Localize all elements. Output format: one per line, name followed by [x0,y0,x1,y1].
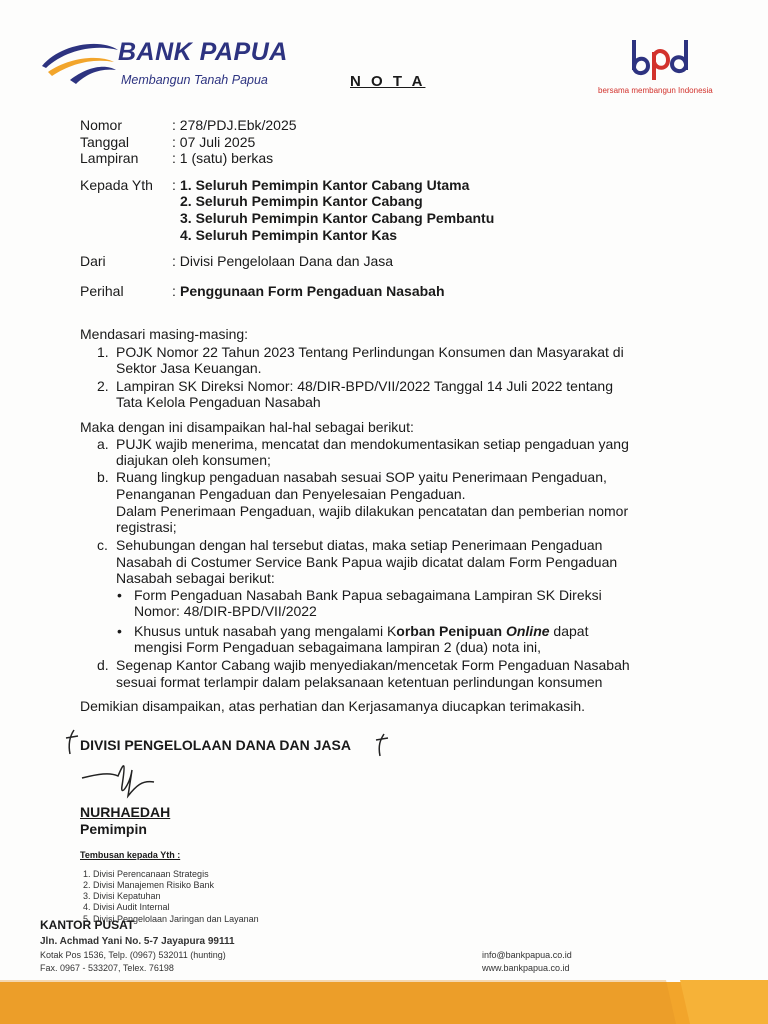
intro2-text: Maka dengan ini disampaikan hal-hal sebagai berikut: [80,419,414,435]
kepada-item: 3. Seluruh Pemimpin Kantor Cabang Pembantu [180,210,495,226]
basis-number: 2. [97,378,109,394]
point-letter: d. [97,657,109,673]
point-line: sesuai format terlampir dalam pelaksanaan ketentuan perlindungan konsumen [116,674,603,690]
bullet-line: Nomor: 48/DIR-BPD/VII/2022 [134,603,317,619]
perihal-colon: : [172,283,176,299]
signatory-title: Pemimpin [80,821,147,837]
point-line: Segenap Kantor Cabang wajib menyediakan/mencetak Form Pengaduan Nasabah [116,657,630,673]
cc-item: 4. Divisi Audit Internal [83,902,170,912]
basis-line: Lampiran SK Direksi Nomor: 48/DIR-BPD/VII/2022 Tanggal 14 Juli 2022 tentang [116,378,614,394]
lampiran-value: : 1 (satu) berkas [172,150,274,166]
point-letter: c. [97,537,108,553]
perihal-label: Perihal [80,283,124,299]
office-heading: KANTOR PUSAT [40,918,135,932]
nomor-label: Nomor [80,117,123,133]
office-fax: Fax. 0967 - 533207, Telex. 76198 [40,963,174,973]
cc-item: 2. Divisi Manajemen Risiko Bank [83,880,215,890]
closing-text: Demikian disampaikan, atas perhatian dan Kerjasamanya diucapkan terimakasih. [80,698,586,714]
signatory-name: NURHAEDAH [80,804,171,820]
dari-value: : Divisi Pengelolaan Dana dan Jasa [172,253,394,269]
tanggal-value: : 07 Juli 2025 [172,134,256,150]
footer-website: www.bankpapua.co.id [482,963,570,973]
dari-label: Dari [80,253,106,269]
footer-email: info@bankpapua.co.id [482,950,572,960]
basis-line: Tata Kelola Pengaduan Nasabah [116,394,321,410]
point-line: PUJK wajib menerima, mencatat dan mendokumentasikan setiap pengaduan yang [116,436,629,452]
basis-line: Sektor Jasa Keuangan. [116,360,262,376]
bullet-bold-text: orban Penipuan [396,623,503,639]
bullet-line [134,623,588,639]
point-line: Penanganan Pengaduan dan Penyelesaian Pengaduan. [116,486,466,502]
nomor-value: : 278/PDJ.Ebk/2025 [172,117,297,133]
tanggal-label: Tanggal [80,134,130,150]
basis-number: 1. [97,344,109,360]
bpd-tagline: bersama membangun Indonesia [598,86,713,95]
footer-decoration-bar [0,980,768,1024]
bullet-line: mengisi Form Pengaduan sebagaimana lampiran 2 (dua) nota ini, [134,639,542,655]
bullet-text: Khusus untuk nasabah yang mengalami K [134,623,397,639]
point-letter: b. [97,469,109,485]
bullet-dot: • [117,623,122,639]
bank-tagline: Membangun Tanah Papua [121,73,268,87]
perihal-value: Penggunaan Form Pengaduan Nasabah [180,283,445,299]
point-line: Sehubungan dengan hal tersebut diatas, maka setiap Penerimaan Pengaduan [116,537,603,553]
basis-line: POJK Nomor 22 Tahun 2023 Tentang Perlindungan Konsumen dan Masyarakat di [116,344,624,360]
bullet-italic-text: Online [505,623,550,639]
kepada-item: 2. Seluruh Pemimpin Kantor Cabang [180,193,423,209]
kepada-colon: : [172,177,176,193]
bullet-text: dapat [553,623,589,639]
intro-text: Mendasari masing-masing: [80,326,249,342]
kepada-label: Kepada Yth [80,177,153,193]
bullet-line: Form Pengaduan Nasabah Bank Papua sebagaimana Lampiran SK Direksi [134,587,602,603]
document-title: N O T A [350,73,426,90]
bullet-dot: • [117,587,122,603]
cc-heading: Tembusan kepada Yth : [80,850,181,860]
kepada-item: 4. Seluruh Pemimpin Kantor Kas [180,227,398,243]
signature-division: DIVISI PENGELOLAAN DANA DAN JASA [80,737,351,753]
point-line: Dalam Penerimaan Pengaduan, wajib dilakukan pencatatan dan pemberian nomor [116,503,629,519]
kepada-item: 1. Seluruh Pemimpin Kantor Cabang Utama [180,177,470,193]
point-line: diajukan oleh konsumen; [116,452,271,468]
office-pobox: Kotak Pos 1536, Telp. (0967) 532011 (hunting) [40,950,226,960]
bank-name: BANK PAPUA [118,38,288,66]
point-line: Nasabah di Costumer Service Bank Papua wajib dicatat dalam Form Pengaduan [116,554,618,570]
cc-item: 1. Divisi Perencanaan Strategis [83,869,209,879]
office-address: Jln. Achmad Yani No. 5-7 Jayapura 99111 [40,936,235,947]
point-line: Ruang lingkup pengaduan nasabah sesuai SOP yaitu Penerimaan Pengaduan, [116,469,607,485]
point-line: registrasi; [116,519,177,535]
point-letter: a. [97,436,109,452]
point-line: Nasabah sebagai berikut: [116,570,275,586]
bpd-logo [628,38,692,82]
cc-item: 5. Divisi Pengelolaan Jaringan dan Layanan [83,914,259,924]
cc-item: 3. Divisi Kepatuhan [83,891,161,901]
lampiran-label: Lampiran [80,150,139,166]
